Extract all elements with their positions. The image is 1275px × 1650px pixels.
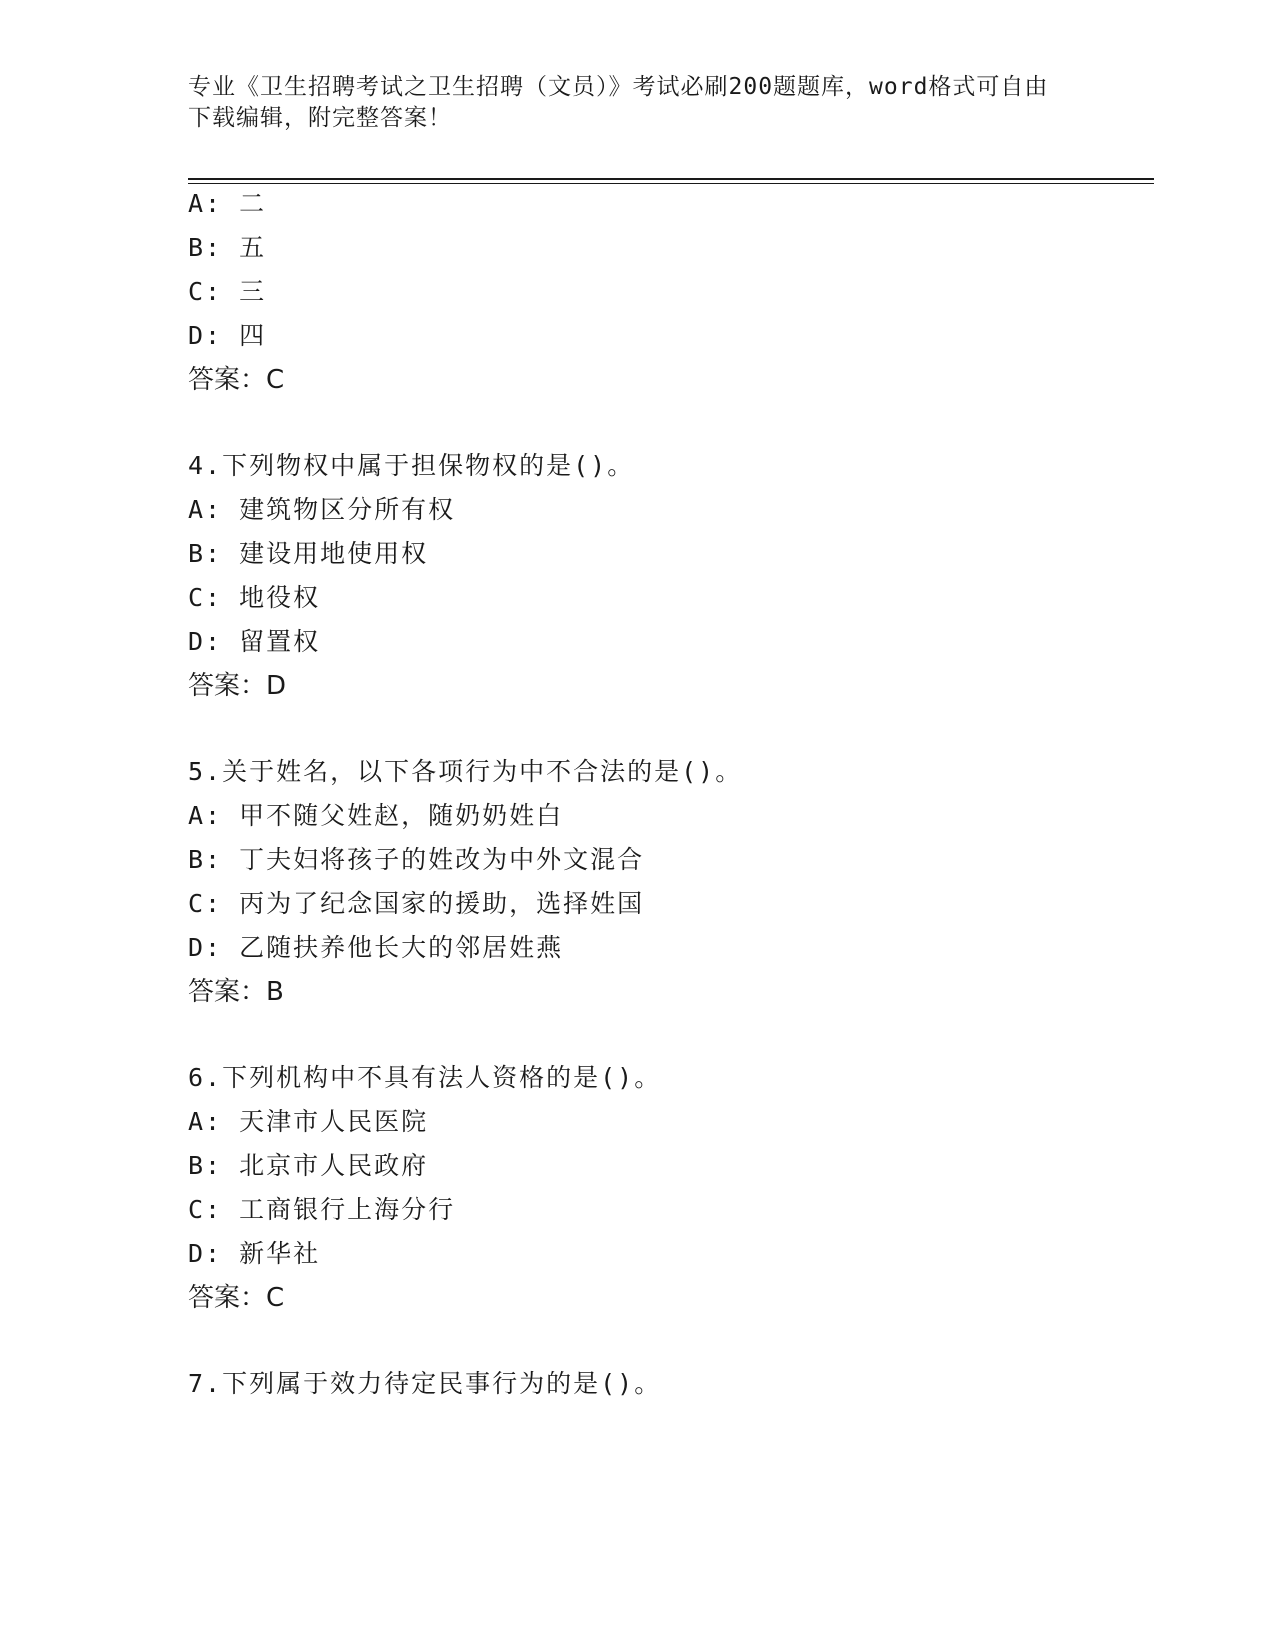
q4-option-b: B: 建设用地使用权 [188, 539, 429, 568]
q4-question: 4.下列物权中属于担保物权的是()。 [188, 451, 635, 480]
q5-option-c: C: 丙为了纪念国家的援助，选择姓国 [188, 889, 645, 918]
q4-option-c: C: 地役权 [188, 583, 321, 612]
q6-option-c: C: 工商银行上海分行 [188, 1195, 456, 1224]
q3-answer: 答案：C [188, 365, 285, 395]
q3-option-b: B: 五 [188, 233, 267, 262]
q4-option-a: A: 建筑物区分所有权 [188, 495, 456, 524]
q5-option-a: A: 甲不随父姓赵，随奶奶姓白 [188, 801, 564, 830]
q6-option-b: B: 北京市人民政府 [188, 1151, 429, 1180]
q3-option-d: D: 四 [188, 321, 267, 350]
q5-question: 5.关于姓名，以下各项行为中不合法的是()。 [188, 757, 743, 786]
q5-option-b: B: 丁夫妇将孩子的姓改为中外文混合 [188, 845, 645, 874]
q3-option-a: A: 二 [188, 189, 267, 218]
q5-answer: 答案：B [188, 977, 284, 1007]
q6-option-a: A: 天津市人民医院 [188, 1107, 429, 1136]
q6-question: 6.下列机构中不具有法人资格的是()。 [188, 1063, 662, 1092]
q4-answer: 答案：D [188, 671, 287, 701]
q6-option-d: D: 新华社 [188, 1239, 321, 1268]
q4-option-d: D: 留置权 [188, 627, 321, 656]
q5-option-d: D: 乙随扶养他长大的邻居姓燕 [188, 933, 564, 962]
q6-answer: 答案：C [188, 1283, 285, 1313]
q3-option-c: C: 三 [188, 277, 267, 306]
header-divider [188, 178, 1154, 184]
q7-question: 7.下列属于效力待定民事行为的是()。 [188, 1369, 662, 1398]
document-intro: 专业《卫生招聘考试之卫生招聘（文员）》考试必刷200题题库，word格式可自由下载编辑，附完整答案！ [188, 74, 1049, 131]
